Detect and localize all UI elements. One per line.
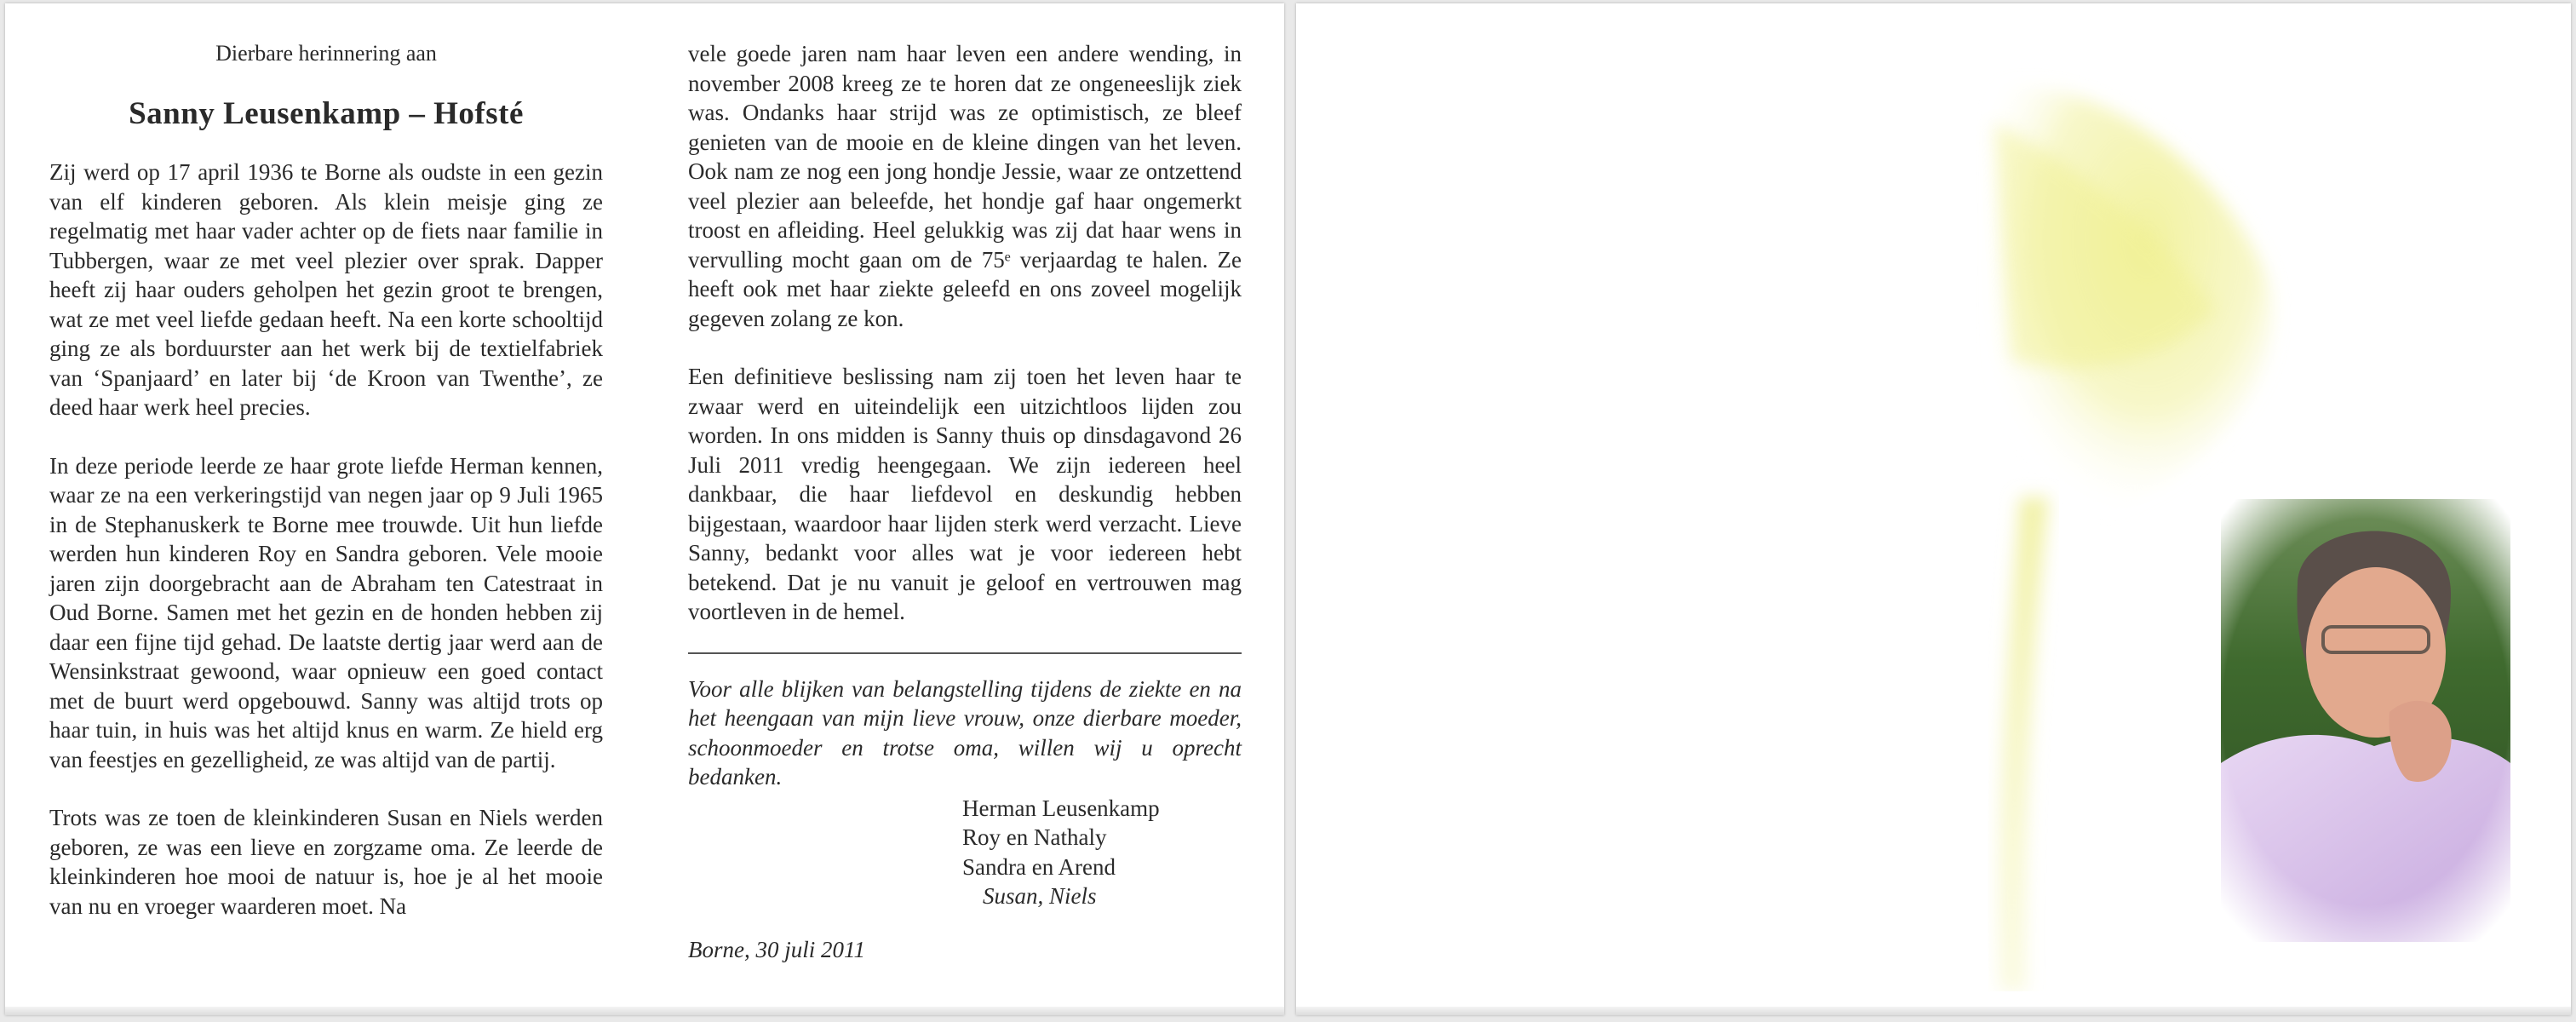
flower-stem bbox=[1999, 497, 2049, 991]
card-bottom-edge bbox=[5, 1007, 1284, 1015]
biography-paragraph: Trots was ze toen de kleinkinderen Susan en Niels werden geboren, ze was een lieve en zorgzame oma. Ze leerde de kleinkinderen hoe mooi de natuur is, hoe je al het mooie van nu en vroeger waarderen moet. Na bbox=[49, 805, 603, 919]
biography-paragraph: vele goede jaren nam haar leven een andere wending, in november 2008 kreeg ze te horen dat ze ongeneeslijk ziek was. Ondanks haar strijd was ze optimistisch, ze bleef genieten van de mooie en de kleine dingen van het leven. Ook nam ze nog een jong hondje Jessie, waar ze ontzettend veel plezier aan beleefde, het hondje gaf haar ongemerkt troost en afleiding. Heel gelukkig was zij dat haar wens in vervulling mocht gaan om de 75ᵉ verjaardag te halen. Ze heeft ook met haar ziekte geleefd en ons zoveel mogelijk gegeven zolang ze kon. bbox=[688, 41, 1242, 331]
portrait-photo bbox=[2195, 482, 2536, 942]
text-column-right bbox=[688, 39, 1242, 987]
biography-paragraph: Zij werd op 17 april 1936 te Borne als oudste in een gezin van elf kinderen geboren. Als klein meisje ging ze regelmatig met haar vader achter op de fiets naar familie in Tubbergen, waar ze met veel plezier over sprak. Dapper heeft zij haar ouders geholpen het gezin groot te brengen, wat ze met veel liefde gedaan heeft. Na een korte schooltijd ging ze als borduurster aan het werk bij de textielfabriek van ‘Spanjaard’ en later bij ‘de Kroon van Twenthe’, ze deed haar werk heel precies. bbox=[49, 159, 603, 420]
card-text-spread bbox=[5, 3, 1284, 1015]
biography-paragraph: Een definitieve beslissing nam zij toen het leven haar te zwaar werd en uiteindelijk een uitzichtloos lijden zou worden. In ons midden is Sanny thuis op dinsdagavond 26 Juli 2011 vredig heengegaan. We zijn iedereen heel dankbaar, die haar liefdevol en deskundig hebben bijgestaan, waardoor haar lijden sterk werd verzacht. Lieve Sanny, bedankt voor alles wat je voor iedereen hebt betekend. Dat je nu vanuit je geloof en vertrouwen mag voortleven in de hemel. bbox=[688, 364, 1242, 624]
deceased-name: Sanny Leusenkamp – Hofsté bbox=[129, 95, 524, 131]
signer-name: Roy en Nathaly bbox=[962, 824, 1107, 850]
grandchildren-names: Susan, Niels bbox=[983, 883, 1097, 909]
card-bottom-edge bbox=[1296, 1007, 2571, 1015]
biography-paragraph: In deze periode leerde ze haar grote liefde Herman kennen, waar ze na een verkeringstijd van negen jaar op 9 Juli 1965 in de Stephanuskerk te Borne mee trouwde. Uit hun liefde werden hun kinderen Roy en Sandra geboren. Vele mooie jaren zijn doorgebracht aan de Abraham ten Catestraat in Oud Borne. Samen met het gezin en de honden hebben zij daar een fijne tijd gehad. De laatste dertig jaar werd aan de Wensinkstraat gewoond, waar opnieuw een goed contact met de buurt werd opgebouwd. Sanny was altijd trots op haar tuin, in huis was het altijd knus en warm. Ze hield erg van feestjes en gezelligheid, ze was altijd van de partij. bbox=[49, 452, 603, 772]
intro-line: Dierbare herinnering aan bbox=[215, 41, 437, 66]
card-photo-spread bbox=[1296, 3, 2571, 1015]
text-column-left bbox=[49, 39, 603, 950]
signer-name: Herman Leusenkamp bbox=[962, 795, 1160, 821]
signer-name: Sandra en Arend bbox=[962, 853, 1116, 880]
thanks-note: Voor alle blijken van belangstelling tijdens de ziekte en na het heengaan van mijn lieve vrouw, onze dierbare moeder, schoonmoeder en trotse oma, willen wij u oprecht bedanken. bbox=[688, 675, 1242, 789]
section-divider bbox=[688, 652, 1242, 654]
signers-block bbox=[962, 794, 1242, 911]
place-date: Borne, 30 juli 2011 bbox=[688, 936, 865, 962]
